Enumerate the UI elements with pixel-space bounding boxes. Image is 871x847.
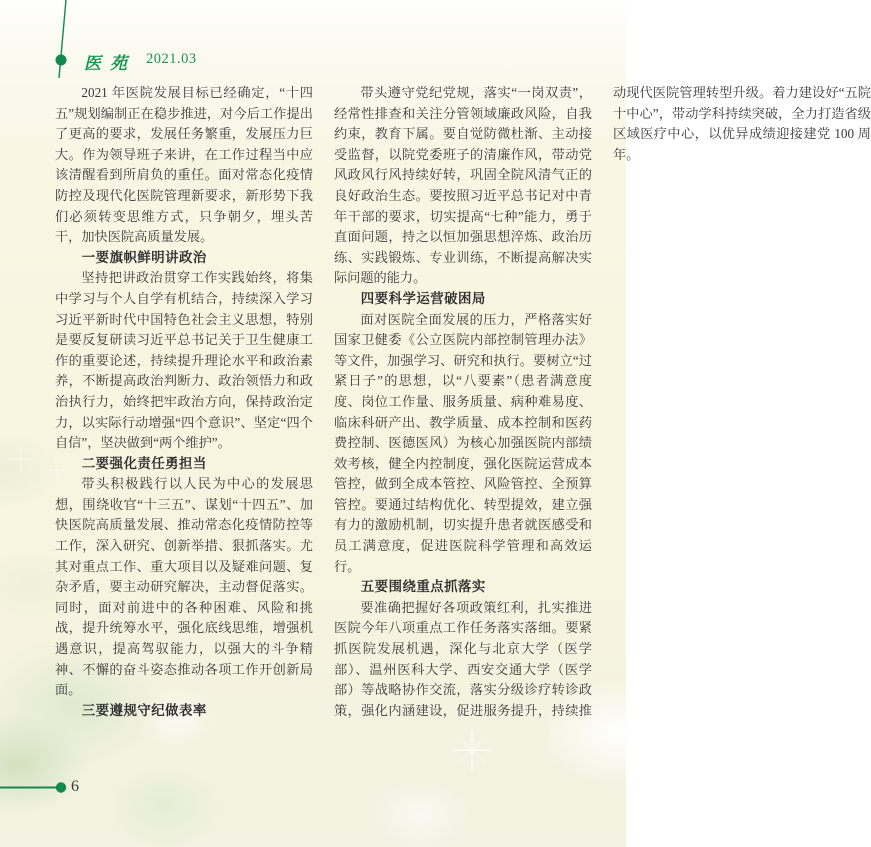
section-1-heading: 一要旗帜鲜明讲政治: [81, 249, 207, 265]
section-2-heading: 二要强化责任勇担当: [81, 455, 207, 471]
intro-paragraph: 2021 年医院发展目标已经确定，“十四五”规划编制正在稳步推进，对今后工作提出了更高的要求，发展任务繁重，发展压力巨大。作为领导班子来讲，在工作过程当中应该清醒看到所肩负的重任。面对常态化疫情防控及现代化医院管理新要求，新形势下我们必须转变思维方式，只争朝夕，埋头苦干，加快医院高质量发展。: [55, 85, 313, 245]
section-5-heading: 五要围绕重点抓落实: [360, 579, 486, 595]
header-rule-line: [0, 0, 120, 90]
magazine-logo: 医苑: [84, 54, 136, 73]
page-footer: [0, 770, 626, 810]
section-1-paragraph: 坚持把讲政治贯穿工作实践始终，将集中学习与个人自学有机结合，持续深入学习习近平新时代中国特色社会主义思想，特别是要反复研读习近平总书记关于卫生健康工作的重要论述，持续提升理论水平和政治素养，不断提高政治判断力、政治领悟力和政治执行力，始终把牢政治方向，保持政治定力，以实际行动增强“四个意识”、坚定“四个自信”，坚决做到“两个维护”。: [55, 270, 313, 451]
section-2-paragraph: 带头积极践行以人民为中心的发展思想，围绕收官“十三五”、谋划“十四五”、加快医院高质量发展、推动常态化疫情防控等工作，深入研究、创新举措、狠抓落实。尤其对重点工作、重大项目以及疑难问题、复杂矛盾，要主动研究解决，主动督促落实。同时，面对前进中的各种困难、风险和挑战，提升统筹水平，强化底线思维，增强机遇意识，提高驾驭能力，以强大的斗争精神、不懈的奋斗姿态推动各项工作开创新局面。: [55, 476, 313, 698]
section-3-paragraph: 带头遵守党纪党规，落实“一岗双责”，经常性排查和关注分管领域廉政风险，自我约束，教育下属。要自觉防微杜渐、主动接受监督，以院党委班子的清廉作风，带动党风政风行风持续好转，巩固全院风清气正的良好政治生态。要按照习近平总书记对中青年干部的要求，切实提高“七种”能力，勇于直面问题，持之以恒加强思想淬炼、政治历练、实践锻炼、专业训练，不断提高解决实际问题的能力。: [334, 85, 592, 286]
page-number: 6: [71, 778, 79, 795]
issue-number: 2021.03: [146, 51, 197, 67]
section-5-paragraph: 要准确把握好各项政策红利，扎实推进医院今年八项重点工作任务落实落细。要紧抓医院发展机遇，深化与北京大学（医学部）、温州医科大学、西安交通大学（医学部）等战略协作交流，落实分级诊疗转诊政策，强化内涵建设，促进服务提升，持续推动现代医院管理转型升级。着力建设好“五院十中心”，带动学科持续突破，全力打造省级区域医疗中心，以优异成绩迎接建党 100 周年。: [334, 85, 871, 718]
section-4-heading: 四要科学运营破困局: [360, 290, 486, 306]
header-dot-icon: [56, 55, 67, 66]
sparkle-icon: [450, 728, 494, 772]
sparkle-icon: [8, 446, 34, 472]
section-3-heading: 三要遵规守纪做表率: [81, 702, 207, 718]
article-body: [55, 83, 871, 731]
footer-dot-icon: [56, 782, 66, 792]
section-4-paragraph: 面对医院全面发展的压力，严格落实好国家卫健委《公立医院内部控制管理办法》等文件，加强学习、研究和执行。要树立“过紧日子”的思想，以“八要素”（患者满意度度、岗位工作量、服务质量、病种难易度、临床科研产出、教学质量、成本控制和医药费控制、医德医风）为核心加强医院内部绩效考核，健全内控制度，强化医院运营成本管控，做到全成本管控、风险管控、全预算管控。要通过结构优化、转型提效，建立强有力的激励机制，切实提升患者就医感受和员工满意度，促进医院科学管理和高效运行。: [334, 311, 592, 574]
page-header: [0, 0, 626, 90]
sparkle-icon: [46, 460, 66, 480]
